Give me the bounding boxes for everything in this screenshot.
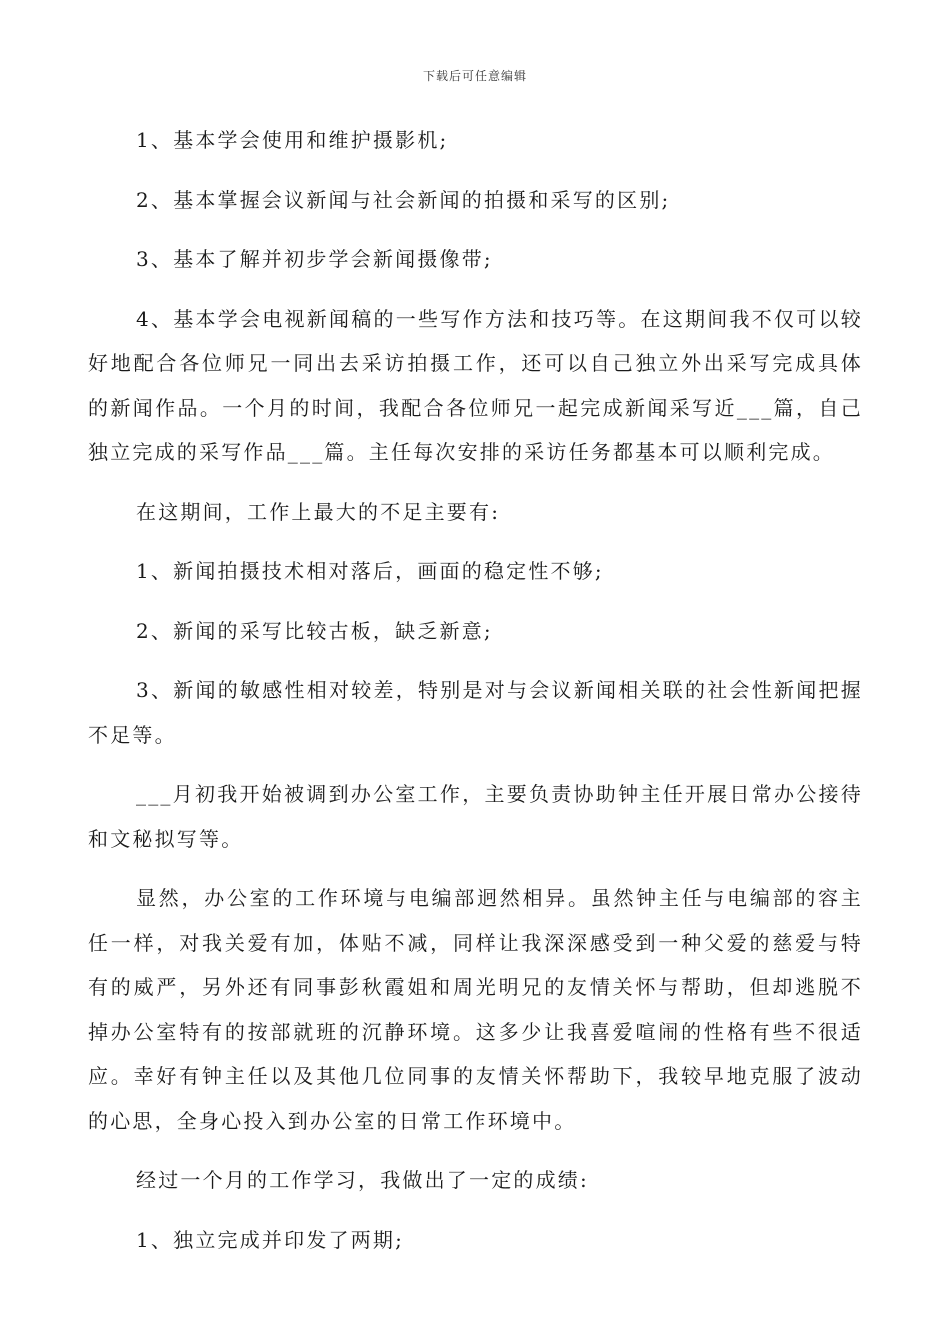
- document-body: [88, 118, 863, 1277]
- paragraph-12: 1、独立完成并印发了两期;: [136, 1227, 405, 1252]
- paragraph-7: 2、新闻的采写比较古板，缺乏新意;: [136, 618, 493, 643]
- paragraph-3: 3、基本了解并初步学会新闻摄像带;: [136, 247, 493, 271]
- paragraph-8: 3、新闻的敏感性相对较差，特别是对与会议新闻相关联的社会性新闻把握不足等。: [88, 678, 863, 747]
- paragraph-2: 2、基本掌握会议新闻与社会新闻的拍摄和采写的区别;: [136, 187, 671, 212]
- paragraph-10: 显然，办公室的工作环境与电编部迥然相异。虽然钟主任与电编部的容主任一样，对我关爱有加，体贴不减，同样让我深深感受到一种父爱的慈爱与特有的威严，另外还有同事彭秋霞姐和周光明兄的友情关怀与帮助，但却逃脱不掉办公室特有的按部就班的沉静环境。这多少让我喜爱喧闹的性格有些不很适应。幸好有钟主任以及其他几位同事的友情关怀帮助下，我较早地克服了波动的心思，全身心投入到办公室的日常工作环境中。: [88, 886, 863, 1133]
- paragraph-11: 经过一个月的工作学习，我做出了一定的成绩:: [136, 1168, 589, 1192]
- paragraph-5: 在这期间，工作上最大的不足主要有:: [136, 499, 501, 524]
- paragraph-1: 1、基本学会使用和维护摄影机;: [136, 128, 449, 152]
- paragraph-6: 1、新闻拍摄技术相对落后，画面的稳定性不够;: [136, 559, 604, 583]
- page-header: 下载后可任意编辑: [422, 69, 527, 83]
- paragraph-9: ___月初我开始被调到办公室工作，主要负责协助钟主任开展日常办公接待和文秘拟写等。: [88, 782, 863, 851]
- paragraph-4: 4、基本学会电视新闻稿的一些写作方法和技巧等。在这期间我不仅可以较好地配合各位师兄一同出去采访拍摄工作，还可以自己独立外出采写完成具体的新闻作品。一个月的时间，我配合各位师兄一起完成新闻采写近___篇，自己独立完成的采写作品___篇。主任每次安排的采访任务都基本可以顺利完成。: [88, 306, 863, 464]
